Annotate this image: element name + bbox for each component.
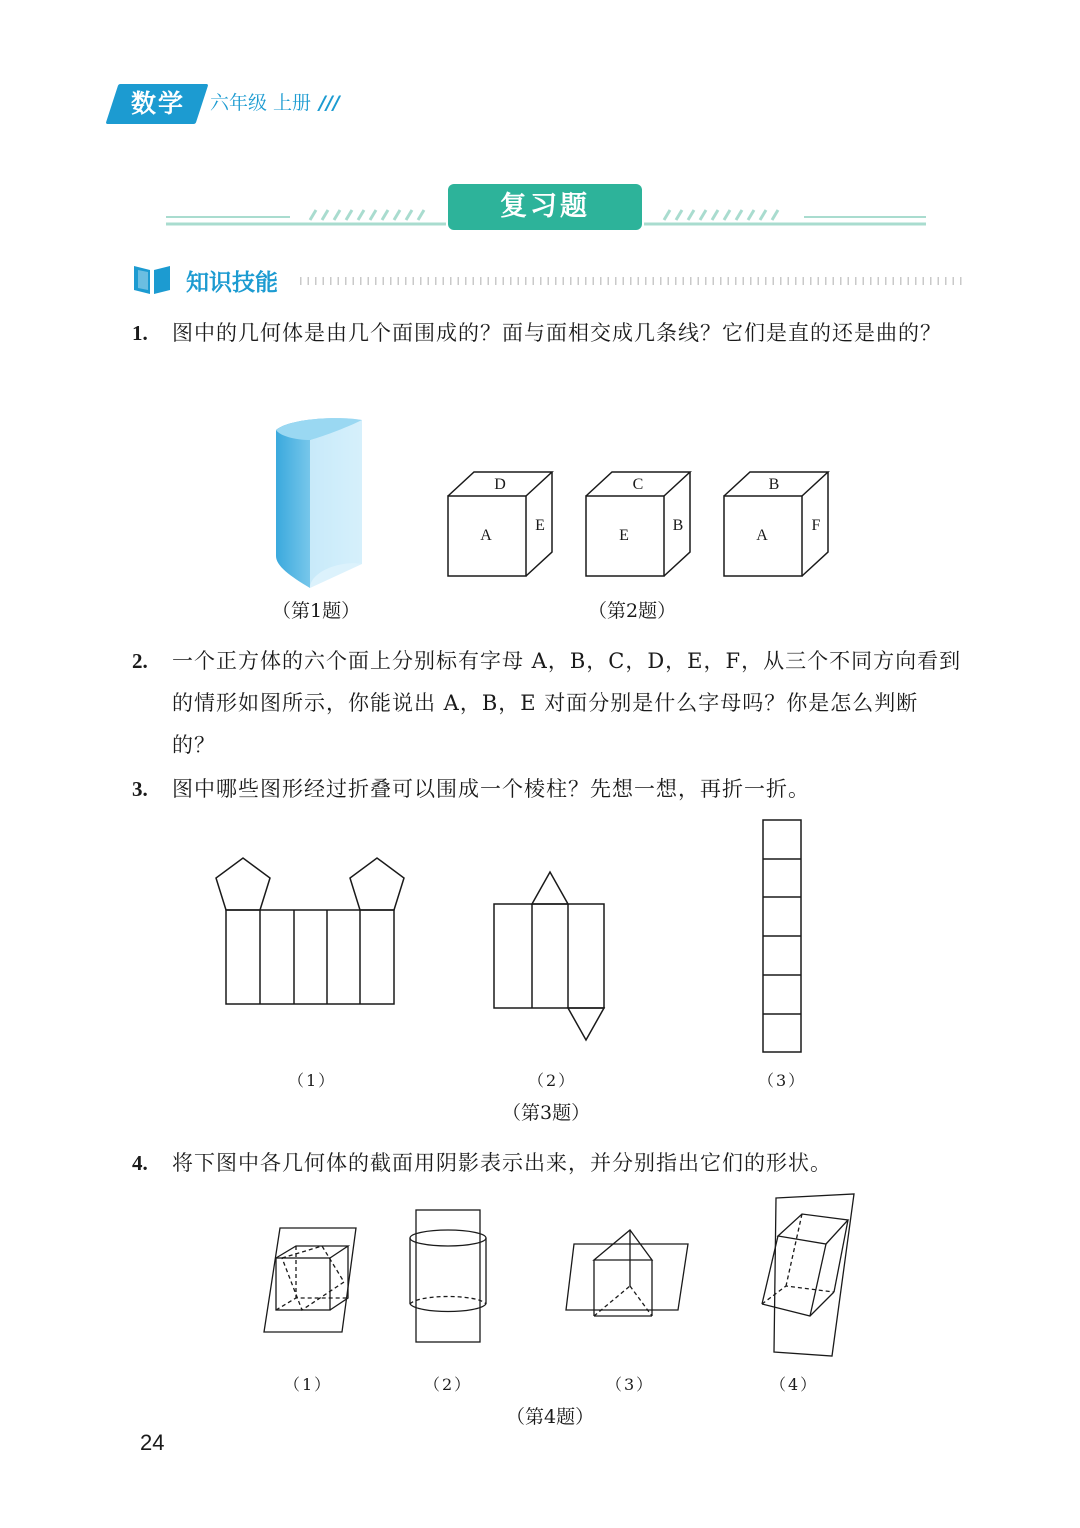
figure-caption-q1: （第1题） <box>272 600 361 622</box>
cubes-figure <box>446 470 866 590</box>
cube-1-top-label: D <box>494 476 506 493</box>
cube-2-front-label: E <box>619 527 629 544</box>
section-figure-4 <box>756 1192 866 1362</box>
cube-1-side-label: E <box>535 517 545 534</box>
cube-3-front-label: A <box>756 527 768 544</box>
cube-3-top-label: B <box>768 476 780 493</box>
section-figure-2 <box>408 1206 488 1346</box>
section-figure-1 <box>262 1222 362 1342</box>
question-1 <box>132 312 962 354</box>
question-number: 4. <box>132 1151 148 1175</box>
net-figure-2 <box>492 868 612 1048</box>
q3-sub-caption-3: （3） <box>758 1071 807 1090</box>
question-text: 图中哪些图形经过折叠可以围成一个棱柱？先想一想，再折一折。 <box>172 777 810 801</box>
q3-sub-caption-1: （1） <box>288 1071 337 1090</box>
net-figure-3 <box>762 819 804 1055</box>
cube-3-side-label: F <box>811 517 821 534</box>
subject-label: 数学 <box>130 89 185 118</box>
q3-sub-caption-2: （2） <box>528 1071 577 1090</box>
cube-2-side-label: B <box>672 517 684 534</box>
half-cylinder-figure <box>270 416 380 596</box>
question-text: 一个正方体的六个面上分别标有字母 A，B，C，D，E，F，从三个不同方向看到的情形如图所示，你能说出 A，B，E 对面分别是什么字母吗？你是怎么判断的？ <box>172 649 962 757</box>
question-3 <box>132 768 962 810</box>
question-text: 图中的几何体是由几个面围成的？面与面相交成几条线？它们是直的还是曲的？ <box>172 321 942 345</box>
section-figure-3 <box>564 1226 694 1326</box>
figure-caption-q4: （第4题） <box>506 1406 595 1428</box>
cube-2-top-label: C <box>632 476 644 493</box>
section-title: 复习题 <box>448 184 642 230</box>
net-figure-1 <box>212 856 412 1016</box>
question-4 <box>132 1142 962 1184</box>
question-number: 2. <box>132 649 148 673</box>
question-number: 1. <box>132 321 148 345</box>
grade-label: 六年级 上册 /// <box>210 92 340 114</box>
cube-1-front-label: A <box>480 527 492 544</box>
q4-sub-caption-1: （1） <box>284 1375 333 1394</box>
question-2 <box>132 640 962 766</box>
figure-caption-q3: （第3题） <box>502 1102 591 1124</box>
question-text: 将下图中各几何体的截面用阴影表示出来，并分别指出它们的形状。 <box>172 1151 832 1175</box>
knowledge-skills-label: 知识技能 <box>186 270 278 296</box>
q4-sub-caption-2: （2） <box>424 1375 473 1394</box>
dotted-rule <box>300 276 970 286</box>
page-number: 24 <box>140 1430 165 1455</box>
open-book-icon <box>132 262 172 296</box>
question-number: 3. <box>132 777 148 801</box>
q4-sub-caption-3: （3） <box>606 1375 655 1394</box>
q4-sub-caption-4: （4） <box>770 1375 819 1394</box>
figure-caption-q2: （第2题） <box>588 600 677 622</box>
